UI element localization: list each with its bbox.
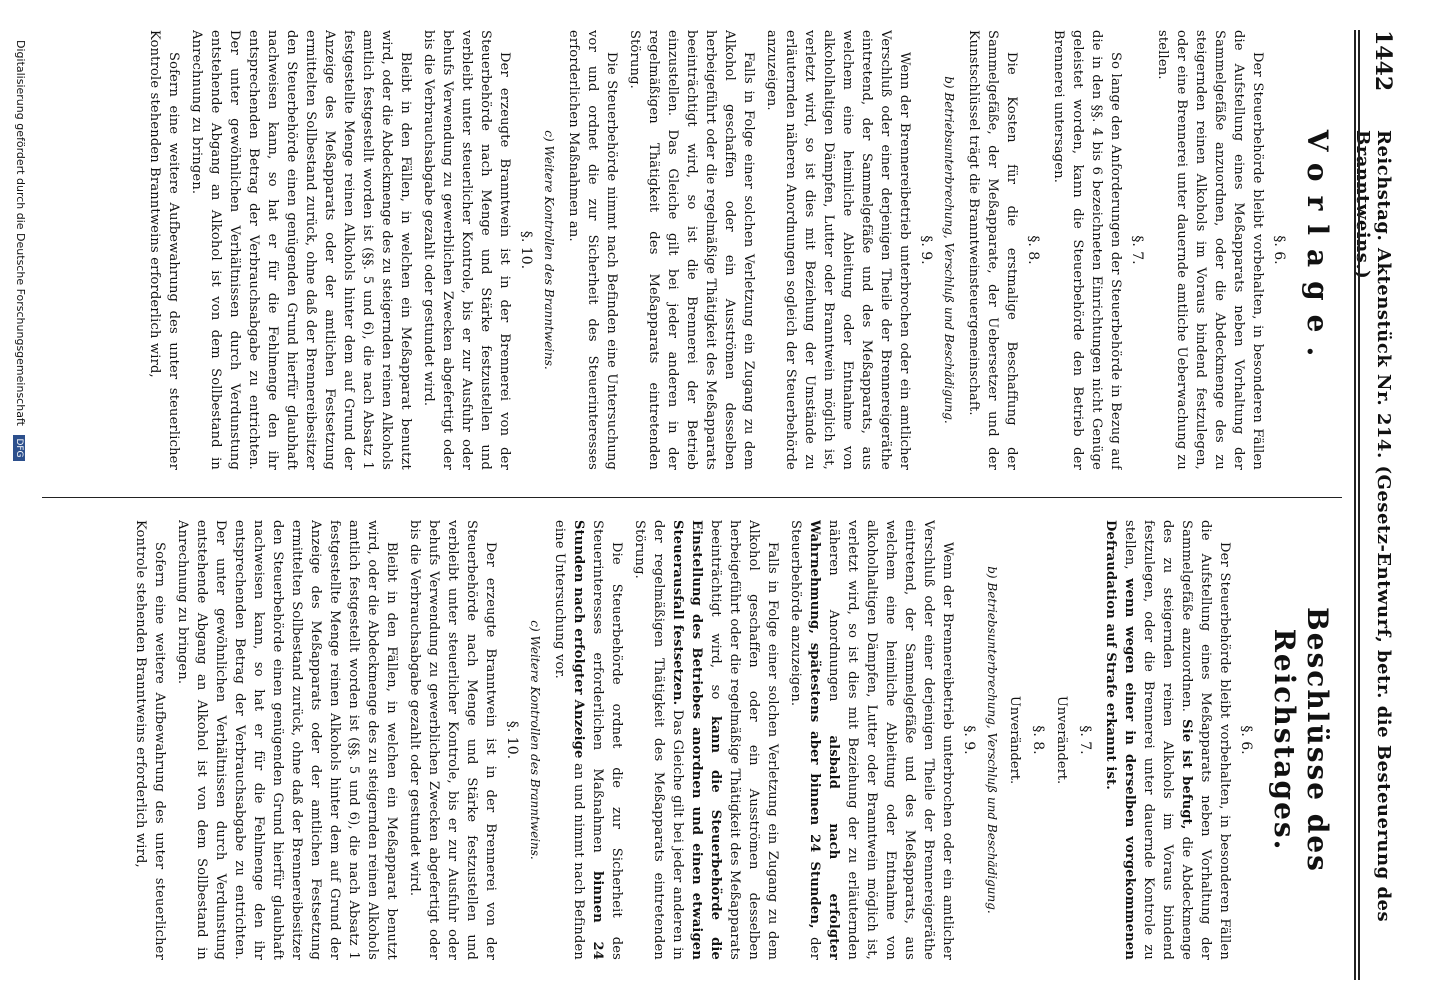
section-label: §. 8. bbox=[1025, 235, 1041, 265]
paragraph: Falls in Folge einer solchen Verletzung ein Zugang zu dem Alkohol geschaffen oder ein Ausströmen desselben herbeigeführt oder die regelmäßige Thätigkeit des Meßapparats beeinträchtigt wird, so ist die Brennerei der Betrieb einzustellen. Das Gleiche gilt bei jeder anderen in der regelmäßigen Thätigkeit des Meßapparats eintretenden Störung. bbox=[627, 30, 756, 470]
paragraph: Bleibt in den Fällen, in welchen ein Meßapparat benutzt wird, oder die Abdeckmenge des zu steigernden reinen Alkohols amtlich festgestellt worden ist (§§. 5 und 6), die nach Absatz 1 festgestellte Menge reinen Alkohols hinter dem auf Grund der Anzeige des Meßapparats oder der amtlichen Festsetzung ermittelten Sollbestand zurück, ohne daß der Brennereibesitzer den Steuerbehörde einen genügenden Grund hierfür glaubhaft nachweisen kann, so hat er für die Fehlmenge den ihr entsprechenden Betrag der Verbrauchsabgabe zu entrichten. Der unter gewöhnlichen Verhältnissen durch Verdunstung entstehende Abgang an Alkohol ist von dem Sollbestand in Anrechnung zu bringen. bbox=[189, 30, 413, 470]
unchanged-note: Unverändert. bbox=[1007, 695, 1022, 785]
text-run: Wenn der Brennereibetrieb unterbrochen oder ein amtlicher Verschluß oder einer derjenigen Theile der Brennereigeräthe eintretend, der Sammelgefäße und des Meßapparats, aus welchem eine heimliche Ableitung oder Entnahme von alkoholhaltigen Dämpfen, Lutter oder Branntwein möglich ist, verletzt wird, so ist dies mit Beziehung der zu erläuternden näheren Anordnungen bbox=[826, 520, 955, 960]
section-label: §. 10. bbox=[504, 720, 520, 760]
column-divider bbox=[42, 497, 1342, 498]
paragraph: Wenn der Brennereibetrieb unterbrochen oder ein amtlicher Verschluß oder einer derjenigen Theile der Brennereigeräthe eintretend, der Sammelgefäße und des Meßapparats, aus welchem eine heimliche Ableitung oder Entnahme von alkoholhaltigen Dämpfen, Lutter oder Branntwein möglich ist, verletzt wird, so ist dies mit Beziehung der Umstände zu erläuternden näheren Anordnungen sogleich der Steuerbehörde anzuzeigen. bbox=[764, 30, 912, 470]
credit-text: Digitalisierung gefördert durch die Deutsche Forschungsgemeinschaft bbox=[14, 40, 27, 426]
subsection-heading: c) Weitere Kontrollen des Branntweins. bbox=[542, 130, 556, 370]
text-run: der Steuerbehörde anzuzeigen. bbox=[788, 520, 822, 960]
text-run: Falls in Folge einer solchen Verletzung ein Zugang zu dem Alkohol geschaffen oder ein Ausströmen desselben herbeigeführt oder die regelmäßige Thätigkeit des Meßapparats beeinträchtigt wird, so bbox=[708, 520, 780, 960]
paragraph bbox=[550, 520, 626, 960]
text-run: die Abdeckmenge des zu steigernden reinen Alkohols im Voraus bindend festzulegen, oder die Brennerei unter dauernde Kontrole zu stellen, bbox=[1122, 520, 1194, 960]
page-header bbox=[1352, 30, 1402, 980]
column-vorlage bbox=[30, 30, 1342, 470]
page-number: 1442 bbox=[1370, 30, 1396, 92]
section-label: §. 9. bbox=[918, 235, 934, 265]
amendment-text: alsbald nach erfolgter Wahrnehmung, spätestens aber binnen 24 Stunden, bbox=[807, 520, 841, 960]
amendment-text: kann die Steuerbehörde die Einstellung des Betriebes anordnen und einen etwaigen Steuerausfall festsetzen. bbox=[670, 520, 723, 960]
text-run: Der Steuerbehörde bleibt vorbehalten, in besonderen Fällen die Aufstellung eines Meßapparats neben Vorhaltung der Sammelgefäße anzuordnen. bbox=[1179, 520, 1232, 960]
section-label: §. 6. bbox=[1238, 725, 1254, 755]
dfg-logo: DFG bbox=[13, 435, 25, 460]
section-label: §. 6. bbox=[1271, 235, 1287, 265]
header-rule-bottom bbox=[1354, 30, 1356, 980]
amendment-text: Sie ist befugt, bbox=[1179, 719, 1194, 830]
section-label: §. 7. bbox=[1129, 235, 1145, 265]
running-title: Reichstag. Aktenstück Nr. 214. (Gesetz-Entwurf, betr. die Besteuerung des Branntweins.) bbox=[1352, 130, 1394, 923]
text-run: an und nimmt nach Befinden eine Untersuchung vor. bbox=[552, 520, 586, 960]
section-label: §. 8. bbox=[1030, 725, 1046, 755]
header-rule-top bbox=[1358, 30, 1360, 980]
paragraph bbox=[786, 520, 957, 960]
subsection-heading: b) Betriebsunterbrechung, Verschluß und Beschädigung. bbox=[985, 566, 999, 914]
section-label: §. 7. bbox=[1077, 725, 1093, 755]
column-heading-vorlage: Vorlage. bbox=[1301, 129, 1334, 371]
text-run: Die Steuerbehörde ordnet die zur Sicherheit des Steuerinteresses erforderlichen Maßnahmen bbox=[590, 520, 624, 960]
paragraph: Sofern eine weitere Aufbewahrung des unter steuerlicher Kontrole stehenden Branntweins erforderlich wird, bbox=[133, 520, 167, 960]
subsection-heading: c) Weitere Kontrollen des Branntweins. bbox=[528, 620, 542, 860]
paragraph: Die Kosten für die erstmalige Beschaffung der Sammelgefäße, der Meßapparate, der Uebersetzer und der Kunstschlüssel trägt die Branntweinsteuergemeinschaft. bbox=[966, 30, 1019, 470]
paragraph: Die Steuerbehörde nimmt nach Befinden eine Untersuchung vor und ordnet die zur Sicherheit des Steuerinteresses erforderlichen Maßnahmen an. bbox=[566, 30, 619, 470]
paragraph: Bleibt in den Fällen, in welchen ein Meßapparat benutzt wird, oder die Abdeckmenge des zu steigernden reinen Alkohols amtlich festgestellt worden ist (§§. 5 und 6), die nach Absatz 1 festgestellte Menge reinen Alkohols hinter dem auf Grund der Anzeige des Meßapparats oder der amtlichen Festsetzung ermittelten Sollbestand zurück, ohne daß der Brennereibesitzer den Steuerbehörde einen genügenden Grund hierfür glaubhaft nachweisen kann, so hat er für die Fehlmenge den ihr entsprechenden Betrag der Verbrauchsabgabe zu entrichten. Der unter gewöhnlichen Verhältnissen durch Verdunstung entstehende Abgang an Alkohol ist von dem Sollbestand in Anrechnung zu bringen. bbox=[175, 520, 399, 960]
column-beschluesse bbox=[30, 520, 1342, 960]
amendment-text: wenn wegen einer in derselben vorgekommenen Defraudation auf Strafe erkannt ist. bbox=[1103, 520, 1137, 960]
paragraph: So lange den Anforderungen der Steuerbehörde in Bezug auf die in den §§. 4 bis 6 bezeichneten Einrichtungen nicht Genüge geleistet worden, kann die Steuerbehörde den Betrieb der Brennerei untersagen. bbox=[1051, 30, 1123, 470]
amendment-text: binnen 24 Stunden nach erfolgter Anzeige bbox=[571, 520, 605, 960]
section-label: §. 10. bbox=[518, 230, 534, 270]
text-run: Das Gleiche gilt bei jeder anderen in der regelmäßigen Thätigkeit des Meßapparats eintretenden Störung. bbox=[632, 520, 685, 960]
paragraph: Der erzeugte Branntwein ist in der Brennerei von der Steuerbehörde nach Menge und Stärke festzustellen und verbleibt unter steuerlicher Kontrole, bis er zur Ausfuhr oder behufs Verwendung zu gewerblichen Zwecken abgefertigt oder bis die Verbrauchsabgabe gezahlt oder gestundet wird. bbox=[407, 520, 498, 960]
paragraph: Der erzeugte Branntwein ist in der Brennerei von der Steuerbehörde nach Menge und Stärke festzustellen und verbleibt unter steuerlicher Kontrole, bis er zur Ausfuhr oder behufs Verwendung zu gewerblichen Zwecken abgefertigt oder bis die Verbrauchsabgabe gezahlt oder gestundet wird. bbox=[421, 30, 512, 470]
digitization-credit bbox=[13, 40, 27, 461]
unchanged-note: Unverändert. bbox=[1054, 695, 1069, 785]
paragraph: Sofern eine weitere Aufbewahrung des unter steuerlicher Kontrole stehenden Branntweins erforderlich wird, bbox=[147, 30, 181, 470]
subsection-heading: b) Betriebsunterbrechung, Verschluß und Beschädigung. bbox=[942, 76, 956, 424]
paragraph bbox=[1101, 520, 1234, 960]
column-heading-beschluesse: Beschlüsse des Reichstages. bbox=[1268, 607, 1334, 873]
section-label: §. 9. bbox=[961, 725, 977, 755]
paragraph: Der Steuerbehörde bleibt vorbehalten, in besonderen Fällen die Aufstellung eines Meßapparats neben Vorhaltung der Sammelgefäße anzuordnen, oder die Abdeckmenge des zu steigernden reinen Alkohols im Voraus bindend festzulegen, oder eine Brennerei unter dauernde amtliche Ueberwachung zu stellen. bbox=[1155, 30, 1265, 470]
paragraph bbox=[630, 520, 782, 960]
